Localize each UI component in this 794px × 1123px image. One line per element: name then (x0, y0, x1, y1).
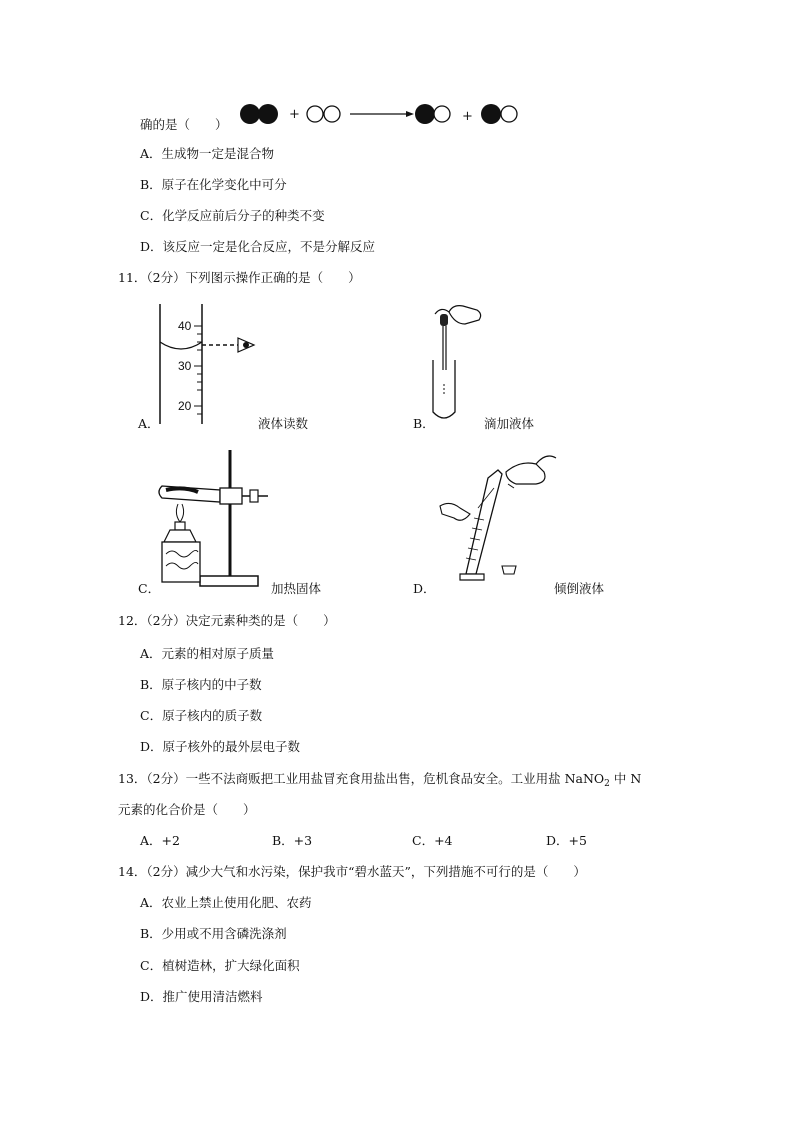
q13-option-b: B．+3 (272, 833, 313, 848)
q14-stem: 14．（2分）减少大气和水污染，保护我市“碧水蓝天”，下列措施不可行的是（ ） (118, 864, 586, 879)
q13-stem (118, 771, 641, 792)
q13-stem-line2: 元素的化合价是（ ） (118, 802, 256, 817)
atom-black (240, 104, 260, 124)
atom-black (481, 104, 501, 124)
q13-option-d: D．+5 (546, 833, 587, 848)
q10-option-c: C．化学反应前后分子的种类不变 (140, 208, 325, 223)
q13-subscript: 2 (604, 779, 610, 789)
q10-option-a: A．生成物一定是混合物 (140, 146, 275, 161)
figure-c-caption: 加热固体 (271, 581, 322, 596)
reaction-diagram (236, 98, 526, 134)
q11-stem: 11．（2分）下列图示操作正确的是（ ） (118, 270, 361, 285)
atom-white (434, 106, 450, 122)
figure-b-dropper (425, 300, 495, 428)
q13-stem-text-end: 中 N (609, 771, 642, 786)
figure-c-heating-solid (150, 448, 280, 588)
atom-white (501, 106, 517, 122)
scale-label-20: 20 (178, 399, 192, 413)
atom-black (415, 104, 435, 124)
q13-stem-text: 13．（2分）一些不法商贩把工业用盐冒充食用盐出售，危机食品安全。工业用盐 NaNO (118, 771, 605, 786)
figure-a-letter: A． (138, 416, 160, 431)
atom-white (307, 106, 323, 122)
q10-option-b: B．原子在化学变化中可分 (140, 177, 287, 192)
q12-option-b: B．原子核内的中子数 (140, 677, 262, 692)
plus-sign: + (462, 109, 473, 124)
figure-a-caption: 液体读数 (258, 416, 309, 431)
scale-label-30: 30 (178, 359, 192, 373)
q14-option-b: B．少用或不用含磷洗涤剂 (140, 926, 287, 941)
figure-a-cylinder-reading (150, 300, 270, 428)
scale-label-40: 40 (178, 319, 192, 333)
q12-stem: 12．（2分）决定元素种类的是（ ） (118, 613, 336, 628)
figure-b-letter: B． (413, 416, 435, 431)
atom-black (258, 104, 278, 124)
q13-option-a: A．+2 (140, 833, 180, 848)
figure-d-letter: D． (413, 581, 436, 596)
q14-option-d: D．推广使用清洁燃料 (140, 989, 263, 1004)
figure-d-pouring (436, 448, 566, 588)
q12-option-d: D．原子核外的最外层电子数 (140, 739, 301, 754)
figure-c-letter: C． (138, 581, 161, 596)
q10-stem-tail: 确的是（ ） (140, 117, 228, 132)
figure-b-caption: 滴加液体 (484, 416, 535, 431)
figure-d-caption: 倾倒液体 (554, 581, 605, 596)
q12-option-a: A．元素的相对原子质量 (140, 646, 275, 661)
q12-option-c: C．原子核内的质子数 (140, 708, 263, 723)
q14-option-c: C．植树造林，扩大绿化面积 (140, 958, 300, 973)
q13-option-c: C．+4 (412, 833, 453, 848)
plus-sign: + (289, 107, 300, 122)
atom-white (324, 106, 340, 122)
q14-option-a: A．农业上禁止使用化肥、农药 (140, 895, 312, 910)
q10-option-d: D．该反应一定是化合反应，不是分解反应 (140, 239, 376, 254)
